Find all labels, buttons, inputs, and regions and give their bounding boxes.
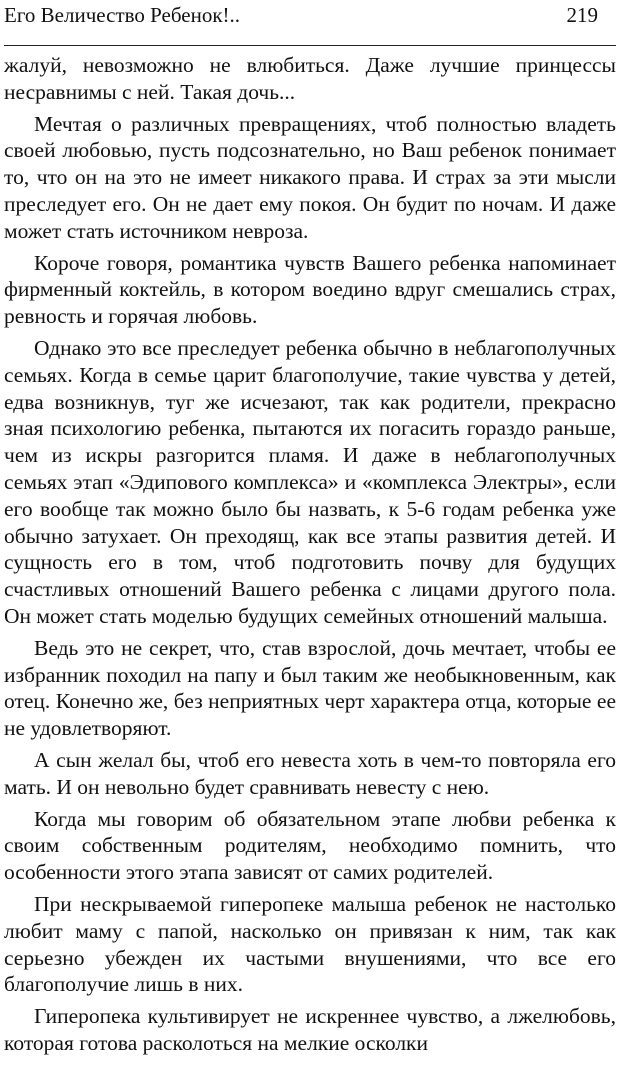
paragraph: Однако это все преследует ребенка обычно в неблагополучных семьях. Когда в семье царит благополучие, такие чувства у детей, едва возникнув, туг же исчезают, так как родители, прекрасно зная психологию ребенка, пытаются их погасить гораздо раньше, чем из искры разгорится пламя. И даже в неблагополучных семьях этап «Эдипового комплекса» и «комплекса Электры», если его вообще так можно было бы назвать, к 5-6 годам ребенка уже обычно затухает. Он преходящ, как все этапы развития детей. И сущность его в том, чтоб подготовить почву для будущих счастливых отношений Вашего ребенка с лицами другого пола. Он может стать моделью будущих семейных отношений малыша.	[4, 335, 616, 628]
paragraph-continuation: жалуй, невозможно не влюбиться. Даже лучшие принцессы несравнимы с ней. Такая дочь...	[4, 53, 616, 104]
paragraph: Ведь это не секрет, что, став взрослой, дочь мечтает, чтобы ее избранник походил на папу и был таким же необыкновенным, как отец. Конечно же, без неприятных черт характера отца, которые ее не удовлетворяют.	[4, 635, 616, 741]
paragraph: Мечтая о различных превращениях, чтоб полностью владеть своей любовью, пусть подсознательно, но Ваш ребенок понимает то, что он на это не имеет никакого права. И страх за эти мысли преследует его. Он не дает ему покоя. Он будит по ночам. И даже может стать источником невроза.	[4, 111, 616, 243]
page-number: 219	[566, 3, 598, 27]
paragraph: При нескрываемой гиперопеке малыша ребенок не настолько любит маму с папой, насколько он привязан к ним, так как серьезно убежден их частыми внушениями, что все его благополучие лишь в них.	[4, 891, 616, 997]
running-header	[4, 0, 616, 46]
paragraph: А сын желал бы, чтоб его невеста хоть в чем-то повторяла его мать. И он невольно будет сравнивать невесту с нею.	[4, 747, 616, 799]
body-text	[4, 52, 616, 1057]
running-title: Его Величество Ребенок!..	[4, 3, 241, 27]
paragraph: Гиперопека культивирует не искреннее чувство, а лжелюбовь, которая готова расколоться на мелкие осколки	[4, 1004, 616, 1055]
paragraph: Когда мы говорим об обязательном этапе любви ребенка к своим собственным родителям, необходимо помнить, что особенности этого этапа зависят от самих родителей.	[4, 806, 616, 885]
paragraph: Короче говоря, романтика чувств Вашего ребенка напоминает фирменный коктейль, в котором воедино вдруг смешались страх, ревность и горячая любовь.	[4, 250, 616, 329]
